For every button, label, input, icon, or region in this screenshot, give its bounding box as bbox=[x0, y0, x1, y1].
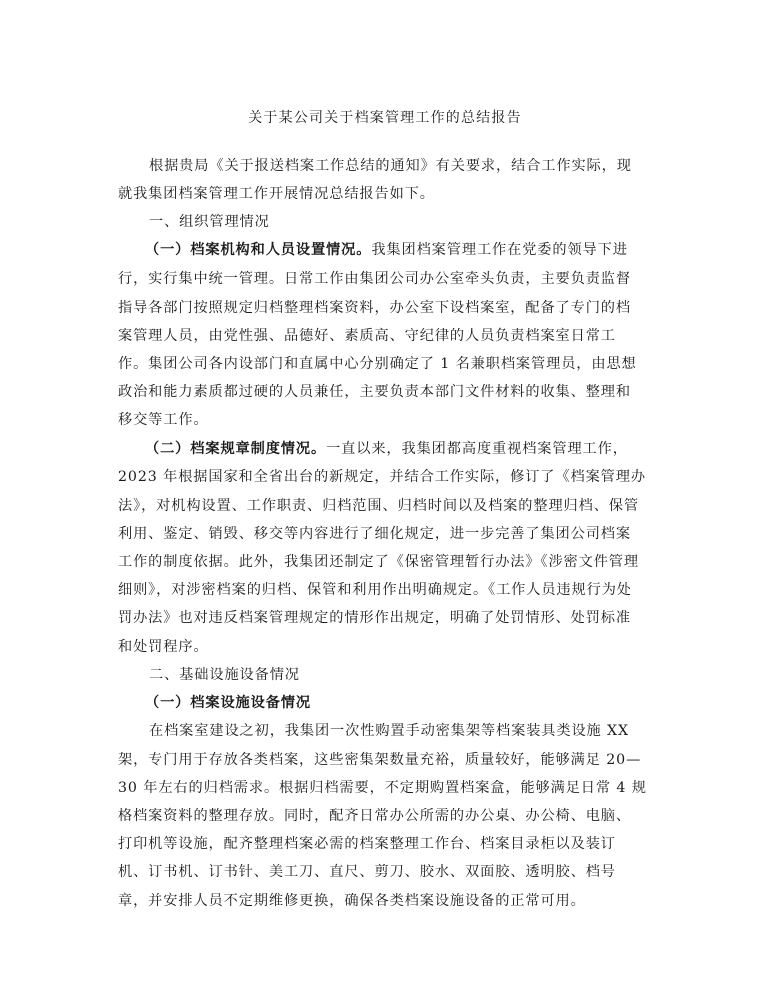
paragraph-line: 30 年左右的归档需求。根据归档需要，不定期购置档案盒，能够满足日常 4 规 bbox=[118, 780, 647, 796]
paragraph-line: 指导各部门按照规定归档整理档案资料，办公室下设档案室，配备了专门的档 bbox=[118, 300, 631, 316]
paragraph-line: 在档案室建设之初，我集团一次性购置手动密集架等档案装具类设施 XX bbox=[149, 723, 630, 739]
paragraph-line: 格档案资料的整理存放。同时，配齐日常办公所需的办公桌、办公椅、电脑、 bbox=[118, 808, 631, 824]
paragraph-line: 章，并安排人员不定期维修更换，确保各类档案设施设备的正常可用。 bbox=[118, 893, 586, 909]
subheading: （一）档案设施设备情况 bbox=[145, 695, 311, 711]
paragraph-line: 工作的制度依据。此外，我集团还制定了《保密管理暂行办法》《涉密文件管理 bbox=[118, 554, 639, 570]
paragraph-line: 利用、鉴定、销毁、移交等内容进行了细化规定，进一步完善了集团公司档案 bbox=[118, 526, 631, 542]
paragraph-line: 移交等工作。 bbox=[118, 412, 209, 428]
paragraph-line: 行，实行集中统一管理。日常工作由集团公司办公室牵头负责，主要负责监督 bbox=[118, 271, 631, 287]
paragraph-line-with-subheading bbox=[145, 439, 628, 459]
document-title: 关于某公司关于档案管理工作的总结报告 bbox=[248, 110, 522, 126]
paragraph-line: 政治和能力素质都过硬的人员兼任，主要负责本部门文件材料的收集、整理和 bbox=[118, 384, 631, 400]
paragraph-line: 作。集团公司各内设部门和直属中心分别确定了 1 名兼职档案管理员，由思想 bbox=[118, 356, 637, 372]
paragraph-line-with-subheading bbox=[145, 240, 628, 260]
paragraph-line: 就我集团档案管理工作开展情况总结报告如下。 bbox=[118, 186, 435, 202]
paragraph-text: 我集团档案管理工作在党委的领导下进 bbox=[371, 242, 628, 258]
subheading: （二）档案规章制度情况。 bbox=[145, 441, 327, 457]
paragraph-line: 架，专门用于存放各类档案，这些密集架数量充裕，质量较好，能够满足 20— bbox=[118, 752, 642, 768]
paragraph-line: 根据贵局《关于报送档案工作总结的通知》有关要求，结合工作实际，现 bbox=[149, 158, 632, 174]
subheading: （一）档案机构和人员设置情况。 bbox=[145, 242, 372, 258]
paragraph-line: 罚办法》也对违反档案管理规定的情形作出规定，明确了处罚情形、处罚标准 bbox=[118, 610, 631, 626]
paragraph-line: 2023 年根据国家和全省出台的新规定，并结合工作实际，修订了《档案管理办 bbox=[118, 469, 646, 485]
paragraph-text: 一直以来，我集团都高度重视档案管理工作， bbox=[326, 441, 628, 457]
paragraph-line: 法》，对机构设置、工作职责、归档范围、归档时间以及档案的整理归档、保管 bbox=[118, 498, 639, 514]
paragraph-line: 案管理人员，由党性强、品德好、素质高、守纪律的人员负责档案室日常工 bbox=[118, 328, 616, 344]
paragraph-line: 机、订书机、订书针、美工刀、直尺、剪刀、胶水、双面胶、透明胶、档号 bbox=[118, 864, 616, 880]
paragraph-line: 细则》，对涉密档案的归档、保管和利用作出明确规定。《工作人员违规行为处 bbox=[118, 582, 632, 598]
section-heading: 一、组织管理情况 bbox=[149, 214, 270, 230]
section-heading: 二、基础设施设备情况 bbox=[149, 667, 300, 683]
paragraph-line: 和处罚程序。 bbox=[118, 639, 209, 655]
paragraph-line: 打印机等设施，配齐整理档案必需的档案整理工作台、档案目录柜以及装订 bbox=[118, 836, 616, 852]
